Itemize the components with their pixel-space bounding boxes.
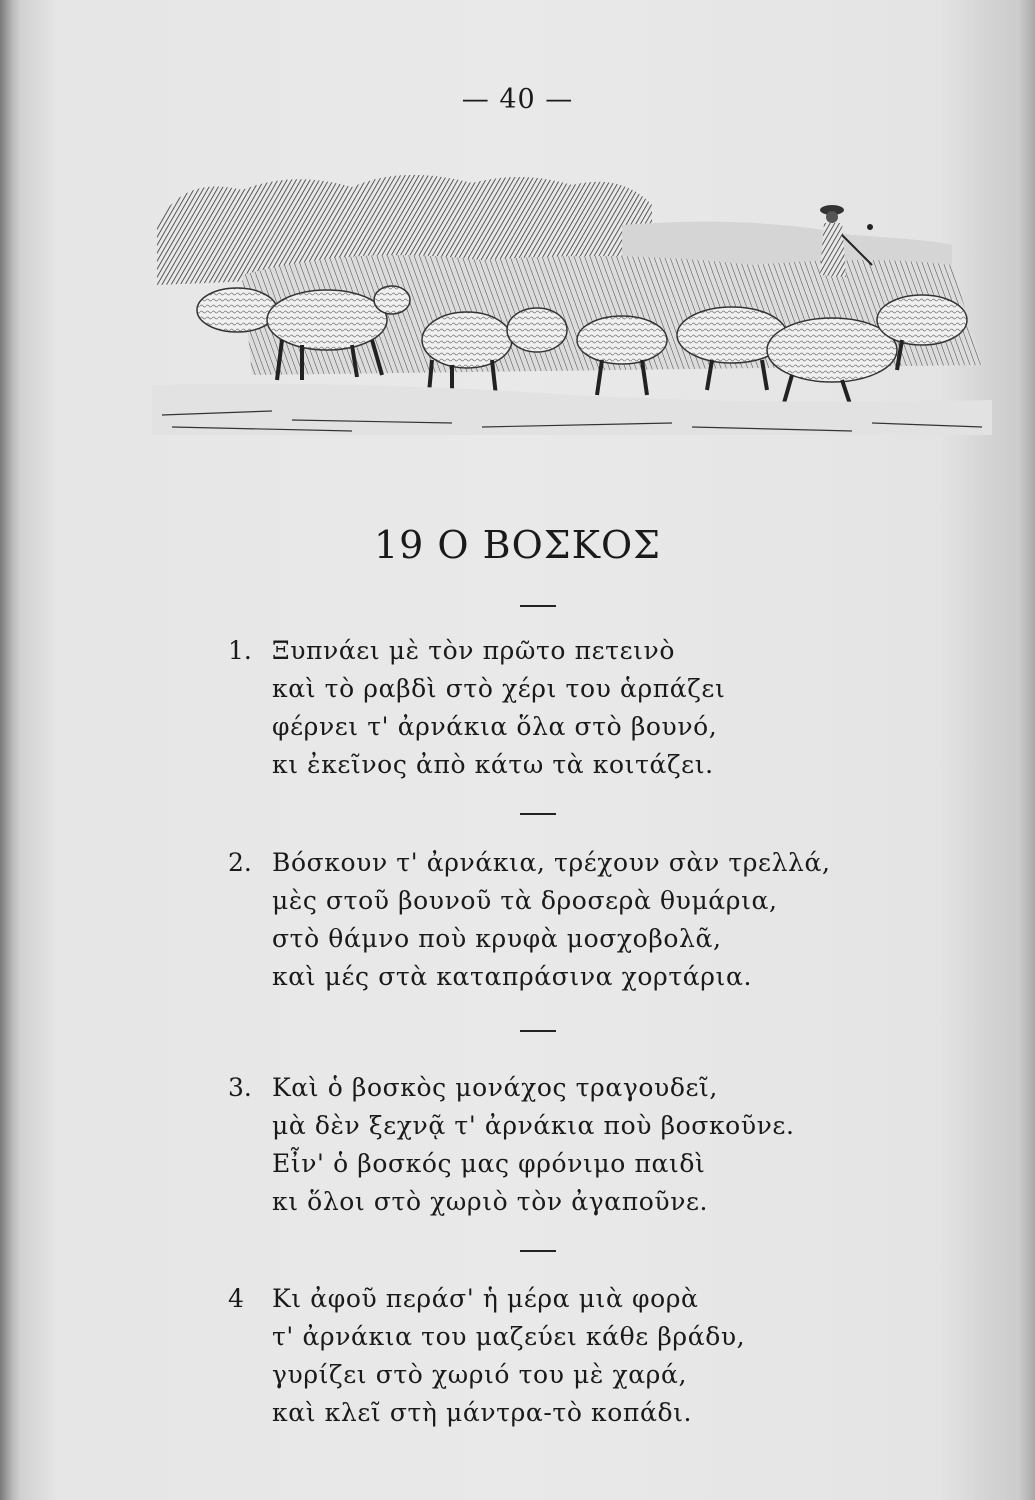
verse-line: μὲς στοῦ βουνοῦ τὰ δροσερὰ θυμάρια, bbox=[272, 886, 778, 915]
verse-line: Καὶ ὁ βοσκὸς μονάχος τραγουδεῖ, bbox=[272, 1073, 718, 1102]
stanza-number: 2. bbox=[228, 848, 252, 877]
title-separator bbox=[520, 605, 556, 607]
stanza-number: 4 bbox=[228, 1284, 244, 1313]
verse-line: γυρίζει στὸ χωριό του μὲ χαρά, bbox=[272, 1360, 688, 1389]
poem-title: 19 Ο ΒΟΣΚΟΣ bbox=[373, 523, 662, 567]
shepherd-with-sheep-illustration bbox=[152, 165, 992, 445]
page-number: — 40 — bbox=[461, 84, 574, 115]
verse-line: φέρνει τ' ἀρνάκια ὅλα στὸ βουνό, bbox=[272, 712, 718, 741]
verse-line: Ξυπνάει μὲ τὸν πρῶτο πετεινὸ bbox=[272, 636, 675, 665]
verse-line: καὶ κλεῖ στὴ μάντρα-τὸ κοπάδι. bbox=[272, 1398, 693, 1427]
verse-line: στὸ θάμνο ποὺ κρυφὰ μοσχοβολᾶ, bbox=[272, 924, 722, 953]
stanza-separator bbox=[520, 1250, 556, 1252]
verse-line: Κι ἀφοῦ περάσ' ἡ μέρα μιὰ φορὰ bbox=[272, 1284, 699, 1313]
verse-line: Βόσκουν τ' ἀρνάκια, τρέχουν σὰν τρελλά, bbox=[272, 848, 831, 877]
verse-line: καὶ τὸ ραβδὶ στὸ χέρι του ἁρπάζει bbox=[272, 674, 726, 703]
verse-line: μὰ δὲν ξεχνᾷ τ' ἀρνάκια ποὺ βοσκοῦνε. bbox=[272, 1111, 795, 1140]
verse-line: κι ὅλοι στὸ χωριὸ τὸν ἀγαποῦνε. bbox=[272, 1187, 709, 1216]
verse-line: κι ἐκεῖνος ἀπὸ κάτω τὰ κοιτάζει. bbox=[272, 750, 714, 779]
verse-line: Εἶν' ὁ βοσκός μας φρόνιμο παιδὶ bbox=[272, 1149, 706, 1178]
verse-line: καὶ μές στὰ καταπράσινα χορτάρια. bbox=[272, 962, 752, 991]
stanza-number: 3. bbox=[228, 1073, 252, 1102]
stanza-number: 1. bbox=[228, 636, 252, 665]
stanza-separator bbox=[520, 813, 556, 815]
page-left-edge bbox=[0, 0, 22, 1500]
verse-line: τ' ἀρνάκια του μαζεύει κάθε βράδυ, bbox=[272, 1322, 746, 1351]
stanza-separator bbox=[520, 1030, 556, 1032]
page-right-edge bbox=[1017, 0, 1035, 1500]
